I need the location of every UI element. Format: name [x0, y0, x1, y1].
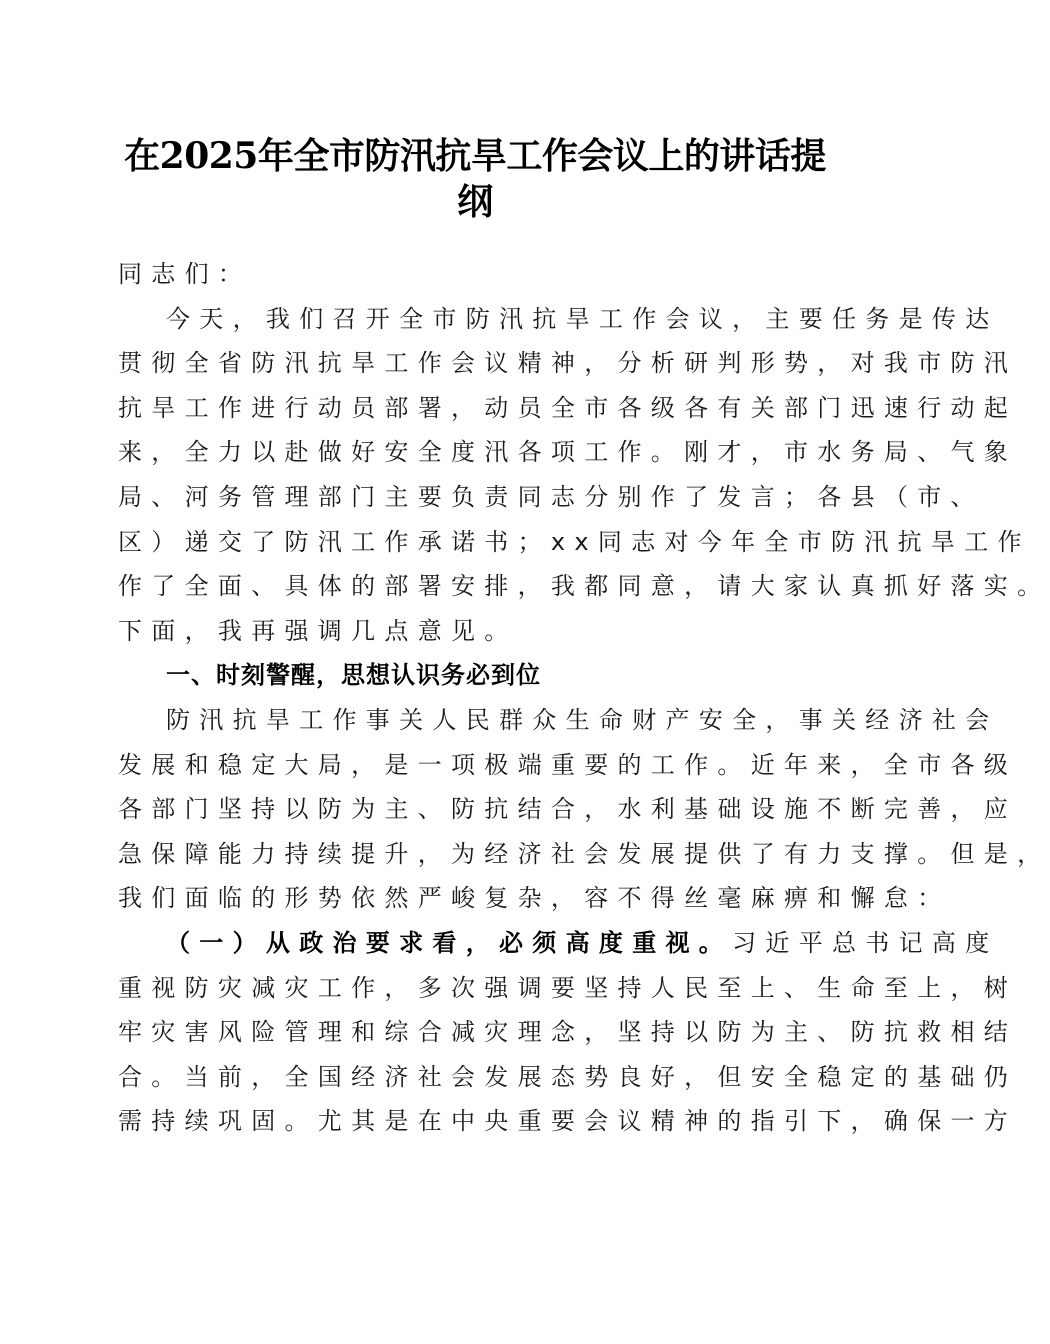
subsection-1-line-4: 合。当前，全国经济社会发展态势良好，但安全稳定的基础仍	[118, 1062, 1018, 1091]
title-line-1: 在2025年全市防汛抗旱工作会议上的讲话提	[124, 135, 826, 177]
section-heading-1: 一、时刻警醒，思想认识务必到位	[166, 661, 541, 690]
document-body	[118, 252, 1050, 1144]
subsection-1-line-3: 牢灾害风险管理和综合减灾理念，坚持以防为主、防抗救相结	[118, 1018, 1018, 1047]
paragraph-2-line-4: 急保障能力持续提升，为经济社会发展提供了有力支撑。但是，	[118, 839, 1050, 868]
title-line-2: 纲	[457, 181, 493, 223]
paragraph-1-line-6: 区）递交了防汛工作承诺书；xx同志对今年全市防汛抗旱工作	[118, 527, 1031, 556]
paragraph-1-line-5: 局、河务管理部门主要负责同志分别作了发言；各县（市、	[118, 482, 984, 511]
subsection-1-line-2: 重视防灾减灾工作，多次强调要坚持人民至上、生命至上，树	[118, 973, 1018, 1002]
salutation: 同志们：	[118, 260, 252, 288]
paragraph-1-line-2: 贯彻全省防汛抗旱工作会议精神，分析研判形势，对我市防汛	[118, 349, 1018, 378]
paragraph-1-line-3: 抗旱工作进行动员部署，动员全市各级各有关部门迅速行动起	[118, 393, 1018, 422]
subsection-1-line-1	[118, 921, 999, 966]
paragraph-1-line-1: 今天，我们召开全市防汛抗旱工作会议，主要任务是传达	[166, 304, 999, 333]
subsection-1-line-5: 需持续巩固。尤其是在中央重要会议精神的指引下，确保一方	[118, 1107, 1018, 1136]
document-title	[100, 133, 850, 225]
paragraph-1-line-4: 来，全力以赴做好安全度汛各项工作。刚才，市水务局、气象	[118, 438, 1018, 467]
paragraph-2-line-3: 各部门坚持以防为主、防抗结合，水利基础设施不断完善，应	[118, 795, 1018, 824]
subsection-1-lead: （一）从政治要求看，必须高度重视。	[166, 928, 733, 957]
paragraph-2-line-5: 我们面临的形势依然严峻复杂，容不得丝毫麻痹和懈怠：	[118, 884, 951, 913]
subsection-1-first-rest: 习近平总书记高度	[732, 928, 999, 957]
paragraph-2-line-1: 防汛抗旱工作事关人民群众生命财产安全，事关经济社会	[166, 705, 999, 734]
paragraph-1-line-8: 下面，我再强调几点意见。	[118, 616, 518, 645]
paragraph-1-line-7: 作了全面、具体的部署安排，我都同意，请大家认真抓好落实。	[118, 572, 1050, 601]
paragraph-2-line-2: 发展和稳定大局，是一项极端重要的工作。近年来，全市各级	[118, 750, 1018, 779]
